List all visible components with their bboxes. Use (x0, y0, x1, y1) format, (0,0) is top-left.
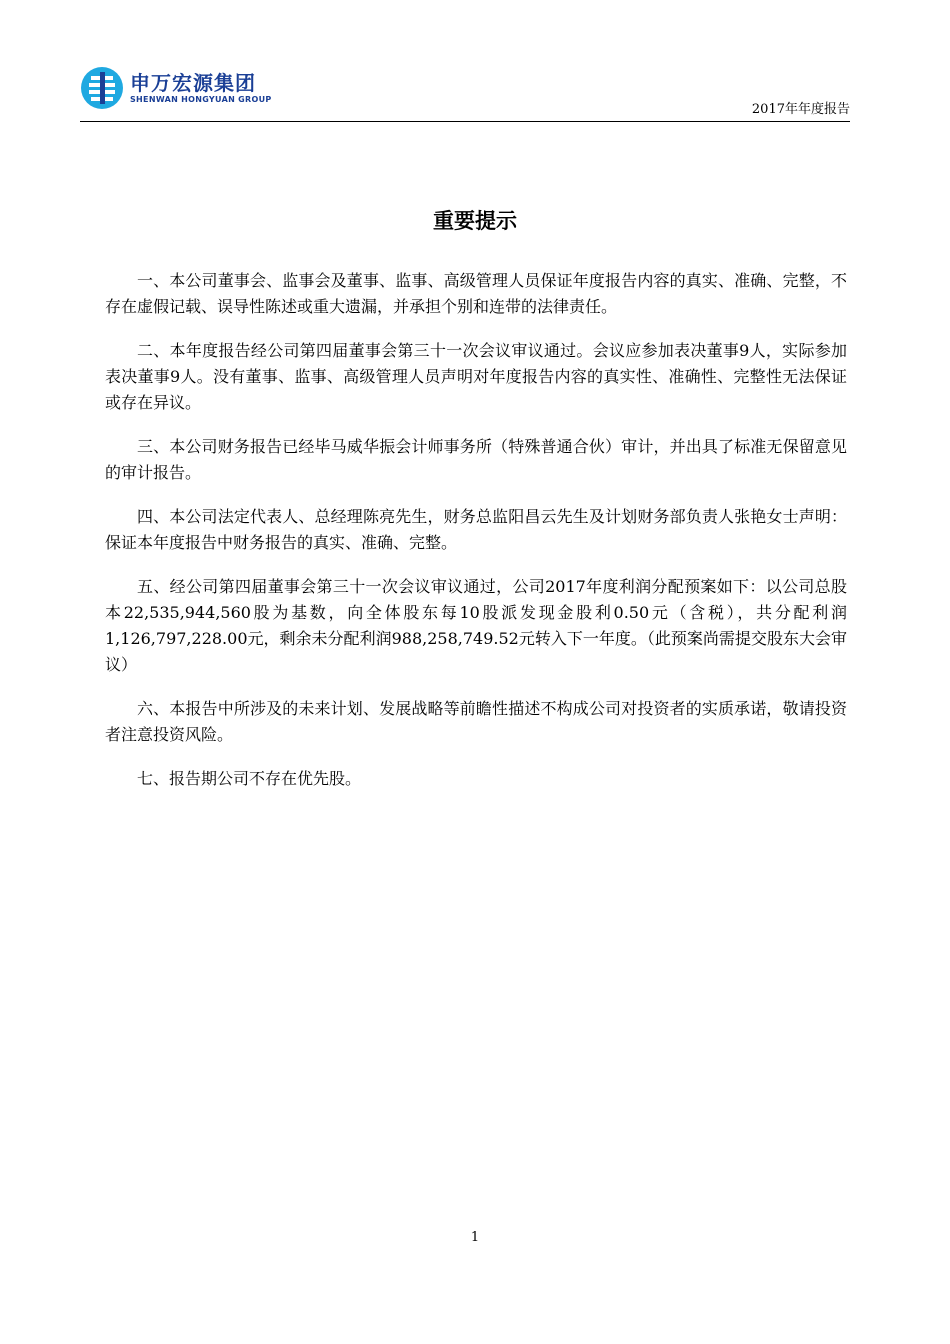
notice-paragraph-2: 二、本年度报告经公司第四届董事会第三十一次会议审议通过。会议应参加表决董事9人，实际参加表决董事9人。没有董事、监事、高级管理人员声明对年度报告内容的真实性、准确性、完整性无法保证或存在异议。 (105, 341, 847, 412)
logo-english-name: SHENWAN HONGYUAN GROUP (130, 94, 272, 104)
notice-paragraph-1: 一、本公司董事会、监事会及董事、监事、高级管理人员保证年度报告内容的真实、准确、完整，不存在虚假记载、误导性陈述或重大遗漏，并承担个别和连带的法律责任。 (105, 271, 847, 316)
header-divider (80, 121, 850, 122)
logo-chinese-name: 申万宏源集团 (130, 70, 256, 95)
notice-content (105, 268, 847, 810)
notice-paragraph-6: 六、本报告中所涉及的未来计划、发展战略等前瞻性描述不构成公司对投资者的实质承诺，敬请投资者注意投资风险。 (105, 699, 847, 744)
notice-paragraph-3: 三、本公司财务报告已经毕马威华振会计师事务所（特殊普通合伙）审计，并出具了标准无保留意见的审计报告。 (105, 437, 847, 482)
company-logo (80, 66, 272, 110)
shenwan-hongyuan-logo-icon (80, 66, 124, 110)
logo-text (130, 72, 272, 105)
notice-paragraph-7: 七、报告期公司不存在优先股。 (137, 769, 362, 788)
page-title: 重要提示 (433, 208, 517, 233)
notice-paragraph-5: 五、经公司第四届董事会第三十一次会议审议通过，公司2017年度利润分配预案如下：以公司总股本22,535,944,560股为基数，向全体股东每10股派发现金股利0.50元（含税），共分配利润1,126,797,228.00元，剩余未分配利润988,258,749.52元转入下一年度。（此预案尚需提交股东大会审议） (105, 577, 847, 674)
notice-paragraph-4: 四、本公司法定代表人、总经理陈亮先生，财务总监阳昌云先生及计划财务部负责人张艳女士声明：保证本年度报告中财务报告的真实、准确、完整。 (105, 507, 847, 552)
page-number: 1 (470, 1230, 480, 1245)
page-header (80, 66, 850, 122)
report-label: 2017年年度报告 (751, 102, 850, 117)
